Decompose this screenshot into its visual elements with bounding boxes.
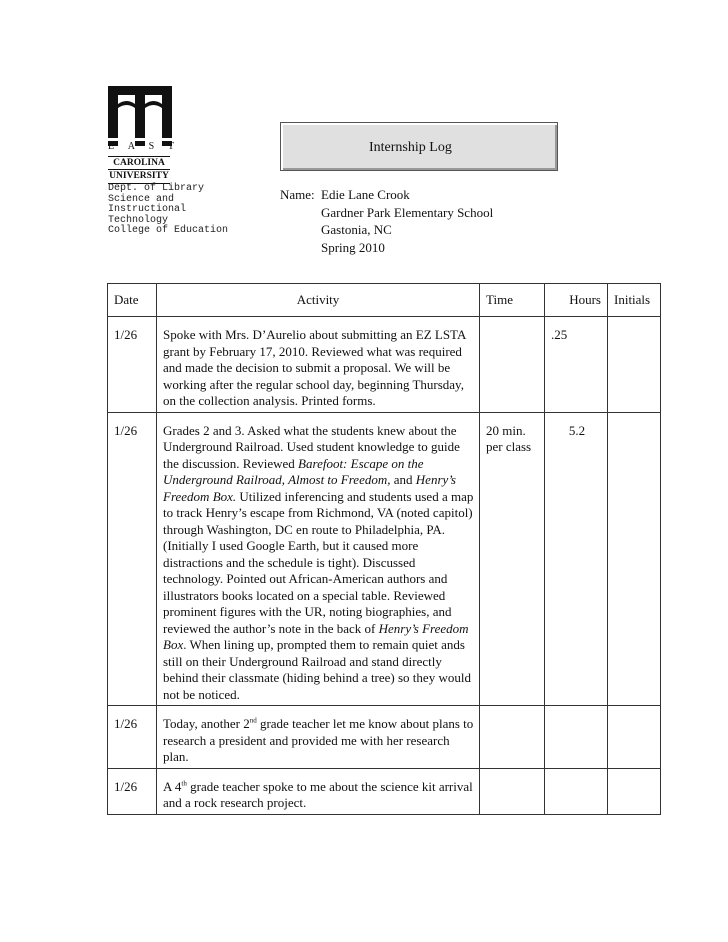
logo-wordmark: [108, 156, 170, 184]
row-initials: [608, 317, 661, 413]
row-time: [480, 768, 545, 814]
row-activity: [157, 412, 480, 706]
row-hours: 5.2: [545, 412, 608, 706]
intern-name: Edie Lane Crook: [321, 187, 410, 202]
book-title: Henry’s Freedom Box: [163, 620, 469, 652]
name-label: Name:: [280, 187, 315, 202]
logo-university: UNIVERSITY: [109, 171, 169, 181]
header-hours: Hours: [545, 284, 608, 317]
book-title: Barefoot: Escape on the Underground Railroad, Almost to Freedom,: [163, 455, 424, 487]
school-location: Gastonia, NC: [321, 222, 392, 237]
header-initials: Initials: [608, 284, 661, 317]
title-box: [280, 122, 558, 171]
logo-east-letter: T: [167, 141, 174, 152]
row-date: 1/26: [108, 317, 157, 413]
logo-east-letter: S: [148, 141, 155, 152]
term: Spring 2010: [321, 239, 385, 255]
row-date: 1/26: [108, 412, 157, 706]
activity-text: Utilized inferencing and students used a map to track Henry’s escape from Richmond, VA (noted capitol) through Washington, DC en route to Philadelphia, PA. (Initially I used Google Earth, but it caused more distractions and the schedule is tight). Discussed technology. Pointed out African-American authors and illustrators books located on a special table. Reviewed prominent figures with the UR, noting biographies, and reviewed the author’s note in the back of: [163, 488, 474, 636]
table-row: [108, 768, 661, 814]
page-title: Internship Log: [369, 140, 452, 155]
table-row: [108, 317, 661, 413]
row-hours: [545, 706, 608, 769]
row-time: 20 min. per class: [480, 412, 545, 706]
table-row: [108, 706, 661, 769]
table-header-row: [108, 284, 661, 317]
header-time: Time: [480, 284, 545, 317]
dept-line: Science and: [108, 193, 175, 205]
row-hours: [545, 768, 608, 814]
department-block: [108, 184, 258, 237]
ecu-logo-mark-icon: [108, 86, 172, 146]
ordinal-suffix: th: [181, 779, 187, 788]
row-time: [480, 317, 545, 413]
logo-carolina: CAROLINA: [108, 157, 170, 170]
activity-text: Today, another 2: [163, 716, 250, 731]
header-date: Date: [108, 284, 157, 317]
dept-line: College of Education: [108, 225, 229, 236]
row-initials: [608, 412, 661, 706]
logo-east-letter: E: [108, 141, 115, 152]
activity-text: grade teacher let me know about plans to research a president and provided me with her research plan.: [163, 716, 474, 764]
activity-text: Grades 2 and 3. Asked what the students knew about the Underground Railroad. Used student knowledge to guide the discussion. Reviewed: [163, 422, 460, 471]
row-date: 1/26: [108, 768, 157, 814]
table-row: [108, 412, 661, 706]
logo-east-letter: A: [127, 141, 135, 152]
row-time: [480, 706, 545, 769]
row-initials: [608, 706, 661, 769]
activity-text: Spoke with Mrs. D’Aurelio about submitting an EZ LSTA grant by February 17, 2010. Reviewed what was required and made the decision to submit a proposal. We will be working after the regular school day, beginning Thursday, on the collection analysis. Printed forms.: [163, 327, 466, 408]
intern-info: [280, 186, 493, 256]
row-date: 1/26: [108, 706, 157, 769]
activity-text: . When lining up, prompted them to remain quiet ands still on their Underground Railroad and stand directly behind their classmate (hiding behind a tree) so they would not be noticed.: [163, 637, 471, 702]
logo-east-text: [108, 142, 174, 152]
book-title: Henry’s Freedom Box.: [163, 472, 456, 504]
activity-text: grade teacher spoke to me about the science kit arrival and a rock research project.: [163, 778, 473, 810]
row-hours: .25: [545, 317, 608, 413]
dept-line: Technology: [108, 214, 169, 226]
dept-line: Dept. of Library: [108, 183, 205, 194]
dept-line: Instructional: [108, 204, 187, 215]
header-activity: Activity: [157, 284, 480, 317]
row-activity: [157, 317, 480, 413]
activity-text: and: [390, 472, 416, 487]
school-name: Gardner Park Elementary School: [321, 204, 494, 220]
row-initials: [608, 768, 661, 814]
ordinal-suffix: nd: [249, 716, 257, 725]
row-activity: [157, 768, 480, 814]
activity-text: A 4: [163, 778, 182, 794]
log-table: [107, 283, 661, 815]
row-activity: [157, 706, 480, 769]
